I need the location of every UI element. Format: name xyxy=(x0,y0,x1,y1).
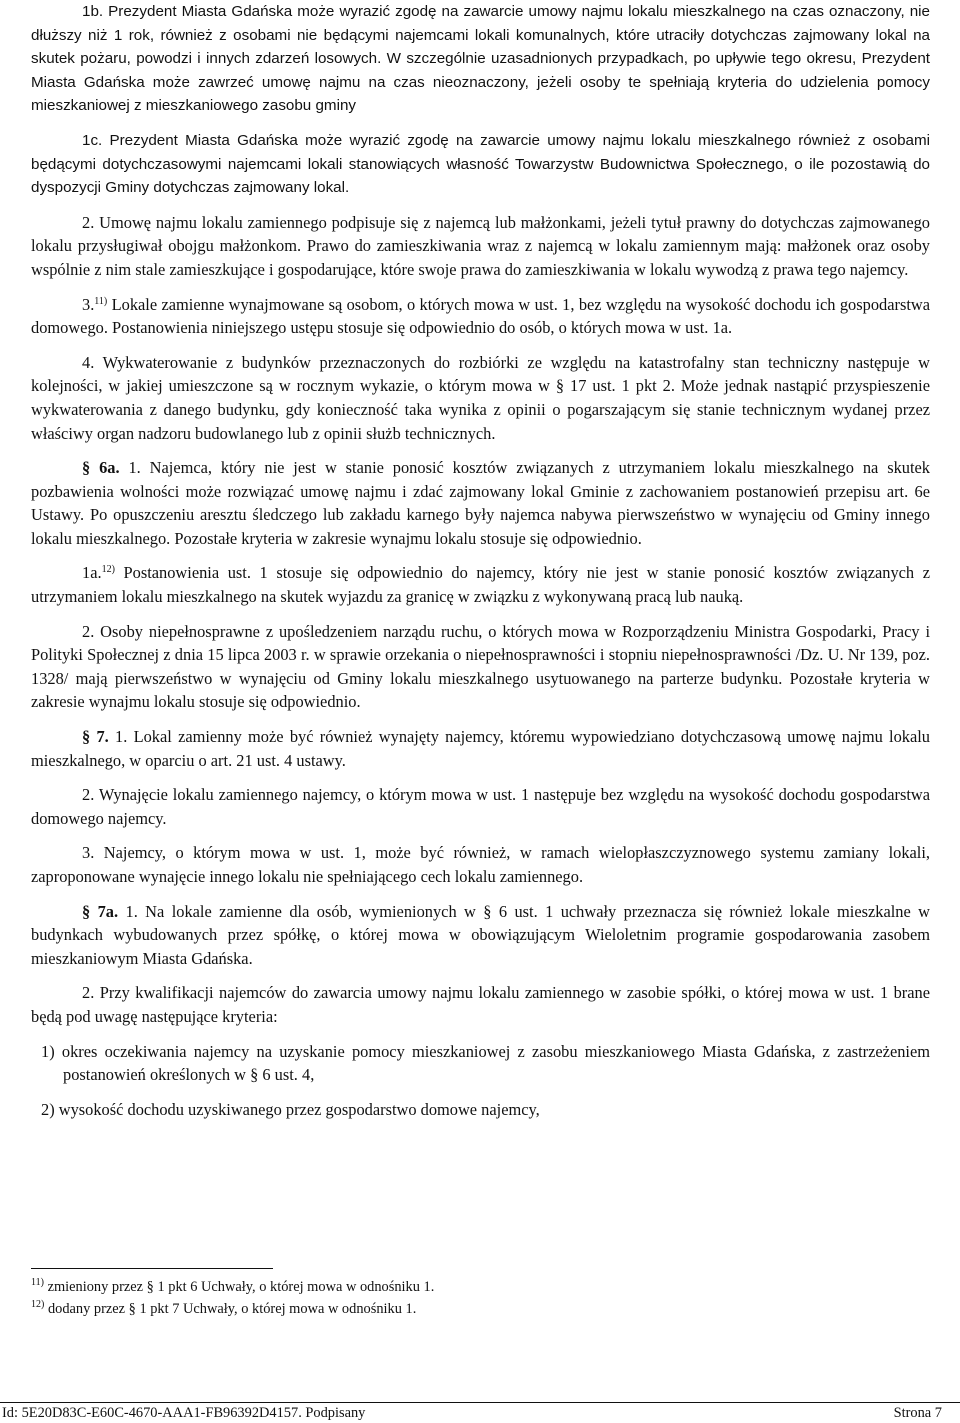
section-7-heading: § 7. xyxy=(82,727,109,747)
section-7-paragraph-2: 2. Wynajęcie lokalu zamiennego najemcy, o którym mowa w ust. 1 następuje bez względu na wysokość dochodu gospodarstwa domowego najemcy. xyxy=(31,785,930,828)
section-7a-paragraph-2: 2. Przy kwalifikacji najemców do zawarcia umowy najmu lokalu zamiennego w zasobie spółki, o której mowa w ust. 1 brane będą pod uwagę następujące kryteria: xyxy=(31,983,930,1026)
document-body xyxy=(31,0,930,1121)
paragraph-3-text: Lokale zamienne wynajmowane są osobom, o których mowa w ust. 1, bez względu na wysokość dochodu ich gospodarstwa domowego. Postanowienia niniejszego ustępu stosuje się odpowiednio do osób, o których mowa w ust. 1a. xyxy=(31,294,930,338)
section-7-text: 1. Lokal zamienny może być również wynajęty najemcy, któremu wypowiedziano dotychczasową umowę najmu lokalu mieszkalnego, w oparciu o art. 21 ust. 4 ustawy. xyxy=(31,727,930,770)
paragraph-1c: 1c. Prezydent Miasta Gdańska może wyrazić zgodę na zawarcie umowy najmu lokalu mieszkalnego również z osobami będącymi dotychczasowymi najemcami lokali stanowiących własność Towarzystw Budownictwa Społecznego, o ile pozostawią do dyspozycji Gminy dotychczas zajmowany lokal. xyxy=(31,131,930,197)
section-6a-text: 1. Najemca, który nie jest w stanie ponosić kosztów związanych z utrzymaniem lokalu mieszkalnego na skutek pozbawienia wolności może rozwiązać umowę najmu i zdać zajmowany lokal Gminie z zachowaniem postanowień przepisu art. 6e Ustawy. Po opuszczeniu aresztu śledczego lub zakładu karnego były najemca nabywa pierwszeństwo w wynajęciu od Gminy innego lokalu mieszkalnego. Pozostałe kryteria w zakresie wynajmu lokalu stosuje się odpowiednio. xyxy=(31,458,930,548)
footnote-11-text: zmieniony przez § 1 pkt 6 Uchwały, o której mowa w odnośniku 1. xyxy=(43,1279,435,1295)
paragraph-3-number: 3. xyxy=(82,294,95,314)
page-number: Strona 7 xyxy=(893,1405,942,1421)
footnote-11 xyxy=(31,1276,930,1298)
footnote-12 xyxy=(31,1298,930,1320)
footnote-11-mark: 11) xyxy=(31,1277,44,1288)
footnote-divider xyxy=(31,1268,273,1269)
criteria-list-item-2: 2) wysokość dochodu uzyskiwanego przez gospodarstwo domowe najemcy, xyxy=(41,1099,540,1119)
section-6a-heading: § 6a. xyxy=(82,458,120,478)
paragraph-1b-continuation: W szczególnie uzasadnionych przypadkach, po upływie tego okresu, Prezydent Miasta Gdańska może zawrzeć umowę najmu na czas nieoznaczony, jeżeli osoby te spełniają kryteria do udzielenia pomocy mieszkaniowej z mieszkaniowego zasobu gminy xyxy=(31,50,930,115)
footer-divider xyxy=(0,1402,960,1403)
paragraph-1b xyxy=(31,0,930,118)
paragraph-3 xyxy=(31,293,930,340)
footnotes xyxy=(31,1276,930,1320)
footnote-12-mark: 12) xyxy=(31,1299,45,1310)
paragraph-1b-text: 1b. Prezydent Miasta Gdańska może wyrazić zgodę na zawarcie umowy najmu lokalu mieszkalnego na czas oznaczony, nie dłuższy niż 1 rok, również z osobami nie będącymi najemcami lokali komunalnych, które utraciły dotychczas zajmowany lokal na skutek pożaru, powodzi i innych zdarzeń losowych. xyxy=(31,3,930,68)
document-id: Id: 5E20D83C-E60C-4670-AAA1-FB96392D4157. Podpisany xyxy=(2,1405,366,1421)
paragraph-2: 2. Umowę najmu lokalu zamiennego podpisuje się z najemcą lub małżonkami, jeżeli tytuł prawny do dotychczas zajmowanego lokalu przysługiwał obojgu małżonkom. Prawo do zamieszkiwania wraz z najemcą w lokalu zamiennym mają: małżonek oraz osoby wspólnie z nim stale zamieszkujące i gospodarujące, które swoje prawa do zamieszkiwania w lokalu wywodzą z prawa tego najemcy. xyxy=(31,212,930,279)
criteria-list-item-1: 1) okres oczekiwania najemcy na uzyskanie pomocy mieszkaniowej z zasobu mieszkaniowego Miasta Gdańska, z zastrzeżeniem postanowień określonych w § 6 ust. 4, xyxy=(41,1041,930,1085)
footnote-ref-11: 11) xyxy=(94,295,108,307)
section-6a-paragraph-1a xyxy=(31,561,930,608)
paragraph-4: 4. Wykwaterowanie z budynków przeznaczonych do rozbiórki ze względu na katastrofalny stan techniczny następuje w kolejności, w jakiej umieszczone są w rocznym wykazie, o którym mowa w § 17 ust. 1 pkt 2. Może jednak nastąpić przyspieszenie wykwaterowania z danego budynku, gdy konieczność taka wynika z opinii o pogarszającym się stanie technicznym wydanej przez właściwy organ nadzoru budowlanego lub z opinii służb technicznych. xyxy=(31,352,930,443)
section-6a-1a-text: Postanowienia ust. 1 stosuje się odpowiednio do najemcy, który nie jest w stanie ponosić kosztów związanych z utrzymaniem lokalu mieszkalnego na skutek wyjazdu za granicę w związku z wykonywaną pracą lub nauką. xyxy=(31,563,930,607)
section-7a-heading: § 7a. xyxy=(82,901,119,921)
section-6a-1a-number: 1a. xyxy=(82,563,102,583)
section-7a-paragraph-1 xyxy=(31,900,930,971)
section-7-paragraph-3: 3. Najemcy, o którym mowa w ust. 1, może być również, w ramach wielopłaszczyznowego systemu zamiany lokali, zaproponowane wynajęcie innego lokalu nie spełniającego cech lokalu zamiennego. xyxy=(31,843,930,886)
section-6a-paragraph-2: 2. Osoby niepełnosprawne z upośledzeniem narządu ruchu, o których mowa w Rozporządzeniu Ministra Gospodarki, Pracy i Polityki Społecznej z dnia 15 lipca 2003 r. w sprawie orzekania o niepełnosprawności i stopniu niepełnosprawności /Dz. U. Nr 139, poz. 1328/ mają pierwszeństwo w wynajęciu od Gminy lokalu mieszkalnego usytuowanego na parterze budynku. Pozostałe kryteria w zakresie wynajmu lokalu stosuje się odpowiednio. xyxy=(31,621,930,712)
section-7a-text: 1. Na lokale zamienne dla osób, wymienionych w § 6 ust. 1 uchwały przeznacza się również lokale mieszkalne w budynkach wybudowanych przez spółkę, o której mowa w obowiązującym Wieloletnim programie gospodarowania zasobem mieszkaniowym Miasta Gdańska. xyxy=(31,901,930,968)
footnote-12-text: dodany przez § 1 pkt 7 Uchwały, o której mowa w odnośniku 1. xyxy=(44,1301,417,1317)
footnote-ref-12: 12) xyxy=(101,564,115,576)
section-7-paragraph-1 xyxy=(31,725,930,772)
page-footer xyxy=(2,1404,942,1422)
section-6a-paragraph-1 xyxy=(31,456,930,550)
